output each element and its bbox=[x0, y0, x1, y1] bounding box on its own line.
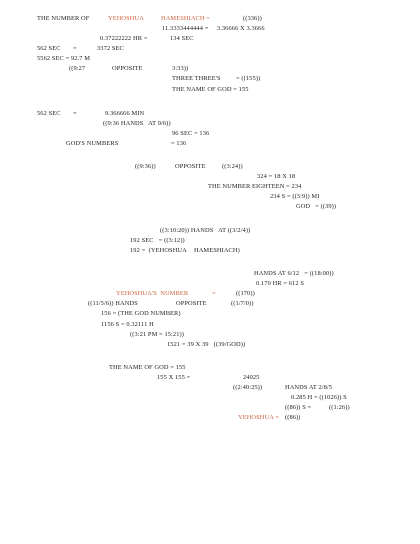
text-line: 192 = (YEHOSHUA bbox=[130, 247, 187, 254]
text-line: ((1/7/0)) bbox=[231, 300, 254, 307]
text-line: 234 S = ((3:9)) MI bbox=[270, 193, 320, 200]
text-line: GOD'S NUMBERS bbox=[66, 140, 119, 147]
text-line: 3372 SEC bbox=[97, 45, 124, 52]
text-line: = 136 bbox=[171, 140, 187, 147]
text-line: ((9:27 bbox=[69, 65, 86, 72]
text-line-highlight: YEHOSHUA'S NUMBER bbox=[116, 290, 189, 297]
text-line: ((9:36)) bbox=[135, 163, 156, 170]
text-line-highlight: YEHOSHUA bbox=[108, 15, 144, 22]
text-line: ((9:36 HANDS AT 9/6)) bbox=[103, 120, 171, 127]
text-line: 0.170 HR = 612 S bbox=[256, 280, 304, 287]
text-line: 1156 S = 0.32111 H bbox=[101, 321, 154, 328]
text-line-highlight: = bbox=[212, 290, 216, 297]
text-line: ((11/5/6)) HANDS bbox=[88, 300, 138, 307]
text-line: GOD = ((39)) bbox=[296, 203, 337, 210]
text-line: 134 SEC bbox=[170, 35, 194, 42]
text-line: ((3:21 PM = 15:21)) bbox=[130, 331, 184, 338]
text-line: = ((155)) bbox=[236, 75, 261, 82]
text-line: THE NUMBER OF bbox=[37, 15, 90, 22]
text-line: = bbox=[73, 110, 77, 117]
text-line: 562 SEC bbox=[37, 45, 61, 52]
text-line: 11.3333444444 = 3.36666 X 3.3666 bbox=[162, 25, 265, 32]
text-line: ((2:40:25)) bbox=[233, 384, 263, 391]
text-line: THE NAME OF GOD = 155 bbox=[172, 86, 249, 93]
text-line: 156 = (THE GOD NUMBER) bbox=[101, 310, 181, 317]
text-line: OPPOSITE bbox=[176, 300, 207, 307]
text-line: HANDS AT 2/8/5 bbox=[285, 384, 333, 391]
text-line: ((3:10:20)) HANDS AT ((3/2/4)) bbox=[160, 227, 251, 234]
text-line: 3:33)) bbox=[172, 65, 189, 72]
text-line: OPPOSITE bbox=[175, 163, 206, 170]
text-line: 562 SEC bbox=[37, 110, 61, 117]
text-line: ((1:26)) bbox=[329, 404, 350, 411]
text-line: = bbox=[73, 45, 77, 52]
text-line: HANDS AT 6/12 = ((18:00)) bbox=[254, 270, 334, 277]
text-line: 1521 = 39 X 39 ((39/GOD)) bbox=[167, 341, 246, 348]
text-line-highlight: YEHOSHUA = bbox=[238, 414, 279, 421]
text-line: 324 = 18 X 18 bbox=[257, 173, 296, 180]
text-line: 155 X 155 = bbox=[157, 374, 191, 381]
text-line-highlight: HAMESHIACH = bbox=[161, 15, 211, 22]
text-line: ((3:24)) bbox=[222, 163, 243, 170]
text-line: 5562 SEC = 92.7 M bbox=[37, 55, 91, 62]
text-line: THE NUMBER EIGHTEEN = 234 bbox=[208, 183, 302, 190]
text-line: 0.37222222 HR = bbox=[100, 35, 148, 42]
text-line: ((336)) bbox=[243, 15, 262, 22]
text-line: 96 SEC = 136 bbox=[172, 130, 210, 137]
text-line: 192 SEC = ((3:12)) bbox=[130, 237, 185, 244]
text-line: ((86)) bbox=[285, 414, 301, 421]
text-line: ((170)) bbox=[236, 290, 255, 297]
text-line: HAMESHIACH) bbox=[194, 247, 240, 254]
text-line: THREE THREE'S bbox=[172, 75, 221, 82]
text-line: 9.366666 MIN bbox=[105, 110, 145, 117]
text-line: THE NAME OF GOD = 155 bbox=[109, 364, 186, 371]
text-line: ((86)) S = bbox=[285, 404, 312, 411]
text-line: OPPOSITE bbox=[112, 65, 143, 72]
text-line: 0.285 H = ((1026)) S bbox=[291, 394, 347, 401]
text-line: 24025 bbox=[243, 374, 260, 381]
